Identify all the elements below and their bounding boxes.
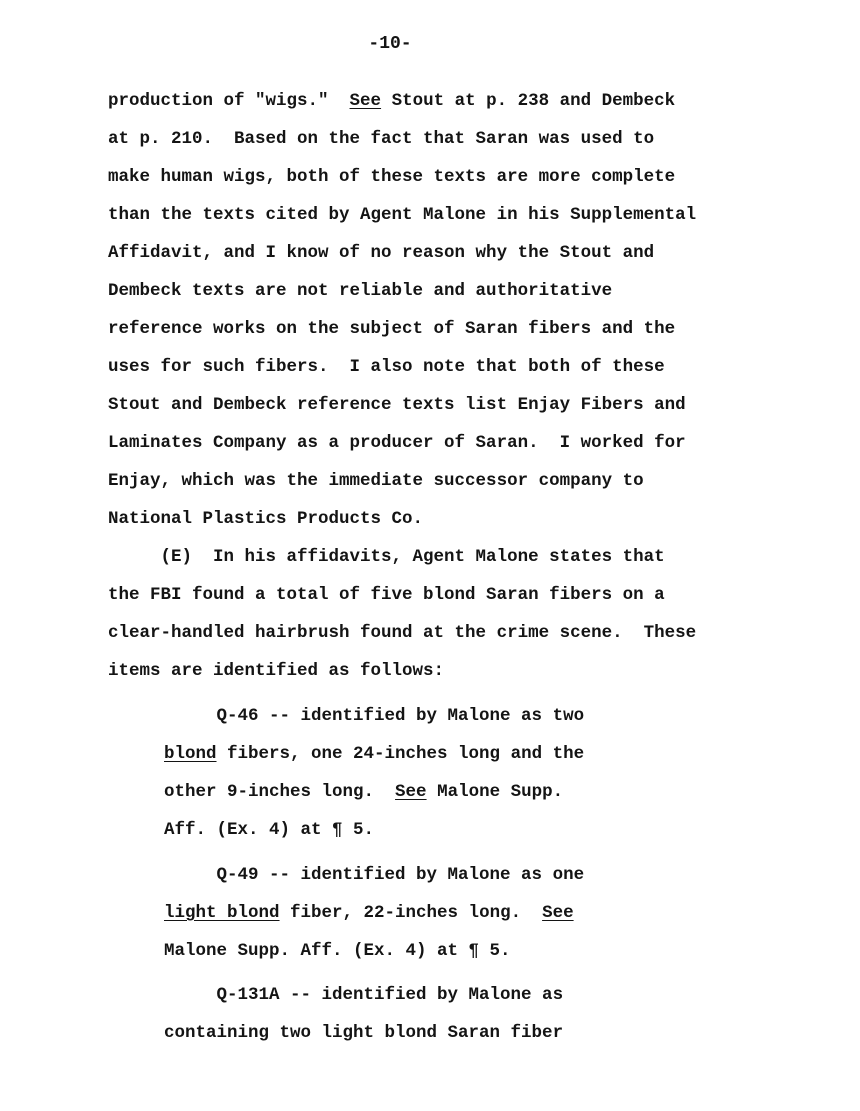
text-run: other 9-inches long. [164,782,396,802]
underlined-text: light blond [164,903,280,923]
text-run: Malone Supp. [426,782,564,802]
text-line [108,196,768,234]
underlined-text: See [395,782,427,802]
text-run: Dembeck texts are not reliable and authoritative [108,281,613,301]
text-run: Stout at p. 238 and Dembeck [381,91,676,111]
text-line [108,614,768,652]
text-line [164,856,764,894]
text-run: items are identified as follows: [108,661,445,681]
text-run: Laminates Company as a producer of Saran. I worked for [108,433,686,453]
text-run: Aff. (Ex. 4) at ¶ 5. [164,820,375,840]
text-run: Q-46 -- identified by Malone as two [164,706,585,726]
text-run: Q-49 -- identified by Malone as one [164,865,585,885]
text-run: containing two light blond Saran fiber [164,1023,564,1043]
text-run: reference works on the subject of Saran fibers and the [108,319,676,339]
text-line [164,976,764,1014]
text-line [108,386,768,424]
text-run: uses for such fibers. I also note that both of these [108,357,665,377]
text-line [108,82,768,120]
text-line [108,120,768,158]
text-run: Stout and Dembeck reference texts list Enjay Fibers and [108,395,686,415]
text-run: at p. 210. Based on the fact that Saran was used to [108,129,655,149]
text-run: the FBI found a total of five blond Saran fibers on a [108,585,665,605]
text-run: National Plastics Products Co. [108,509,424,529]
underlined-text: blond [164,744,217,764]
text-run: Affidavit, and I know of no reason why the Stout and [108,243,655,263]
text-line [108,234,768,272]
text-run: production of "wigs." [108,91,350,111]
text-run: than the texts cited by Agent Malone in his Supplemental [108,205,697,225]
text-run: Q-131A -- identified by Malone as [164,985,564,1005]
text-run: fiber, 22-inches long. [279,903,543,923]
evidence-item-q46 [164,697,764,849]
paragraph-1 [108,82,768,538]
text-line [164,735,764,773]
text-line [108,424,768,462]
text-run: clear-handled hairbrush found at the crime scene. These [108,623,697,643]
text-line [108,348,768,386]
text-line [108,310,768,348]
text-run: make human wigs, both of these texts are more complete [108,167,676,187]
text-run: fibers, one 24-inches long and the [216,744,585,764]
text-line [108,272,768,310]
text-line [164,697,764,735]
underlined-text: See [542,903,574,923]
text-line [108,462,768,500]
text-run: (E) In his affidavits, Agent Malone states that [108,547,665,567]
text-line [108,652,768,690]
text-line [108,538,768,576]
evidence-item-q49 [164,856,764,970]
text-run: Malone Supp. Aff. (Ex. 4) at ¶ 5. [164,941,511,961]
text-line [108,576,768,614]
text-line [164,932,764,970]
paragraph-2 [108,538,768,690]
text-line [164,773,764,811]
text-line [108,500,768,538]
text-line [164,1014,764,1052]
underlined-text: See [349,91,382,111]
text-run: Enjay, which was the immediate successor company to [108,471,644,491]
page-number: -10- [368,34,412,54]
text-line [164,894,764,932]
evidence-item-q131a [164,976,764,1052]
text-line [108,158,768,196]
text-line [164,811,764,849]
